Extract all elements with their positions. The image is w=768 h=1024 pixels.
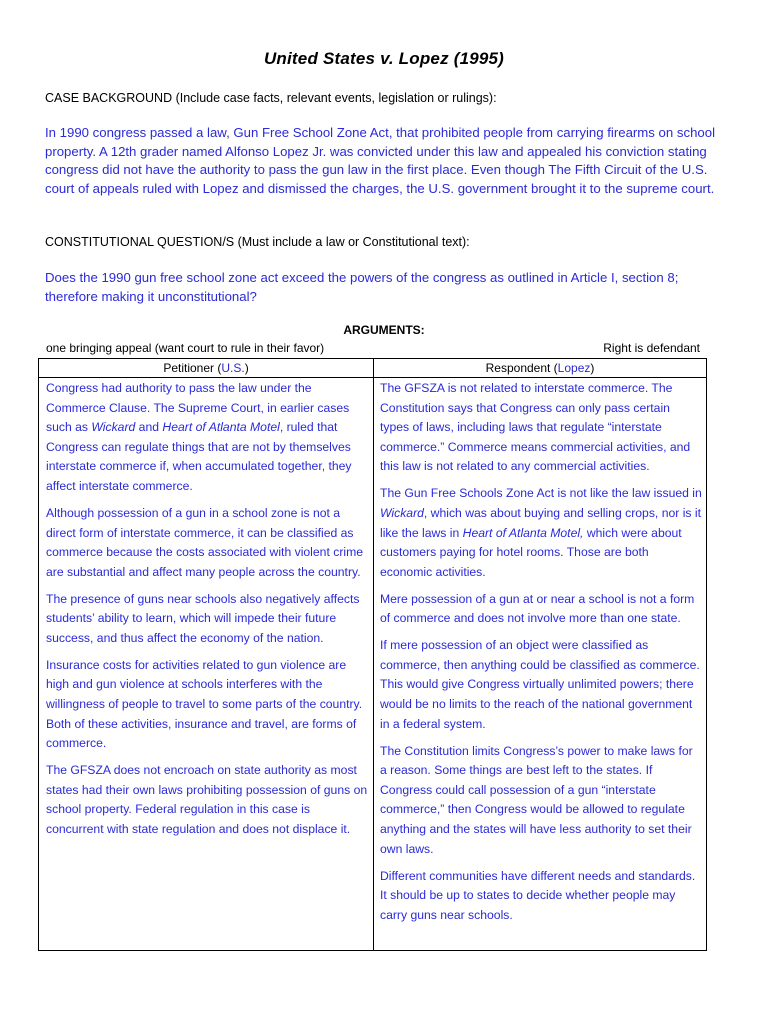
case-background-heading: CASE BACKGROUND (Include case facts, relevant events, legislation or rulings): [45, 91, 497, 105]
argument-text: which were about customers paying for hotel rooms. Those are both economic activities. [380, 525, 682, 579]
case-name: Wickard [91, 420, 136, 435]
petitioner-argument: The GFSZA does not encroach on state authority as most states had their own laws prohibiting possession of guns on school property. Federal regulation in this case is concurrent with state regulation and does not displace it. [46, 763, 368, 837]
petitioner-argument [46, 379, 370, 497]
argument-text: , ruled that Congress can regulate things that are not by themselves interstate commerce if, when accumulated together, they affect interstate commerce. [46, 420, 352, 493]
defendant-note: Right is defendant [603, 341, 700, 355]
petitioner-header-suffix: ) [244, 361, 249, 375]
argument-text: and [135, 420, 163, 435]
respondent-header-suffix: ) [590, 361, 595, 375]
appeal-note: one bringing appeal (want court to rule in their favor) [46, 341, 325, 355]
argument-text: Congress had authority to pass the law under the Commerce Clause. The Supreme Court, in earlier cases such as [46, 381, 350, 435]
respondent-argument: The GFSZA is not related to interstate commerce. The Constitution says that Congress can only pass certain types of laws, including laws that regulate “interstate commerce.” Commerce means commercial activities, and this law is not related to any commercial activities. [380, 381, 691, 474]
constitutional-question-heading: CONSTITUTIONAL QUESTION/S (Must include a law or Constitutional text): [45, 235, 470, 249]
petitioner-arguments [46, 379, 370, 847]
petitioner-header [39, 359, 373, 377]
petitioner-argument: Although possession of a gun in a school zone is not a direct form of interstate commerce, it can be classified as commerce because the costs associated with violent crime are substantial and affect many people across the country. [46, 505, 364, 579]
respondent-argument: Different communities have different needs and standards. It should be up to states to decide whether people may carry guns near schools. [380, 868, 696, 922]
respondent-header-prefix: Respondent ( [485, 361, 558, 375]
case-name: Heart of Atlanta Motel [162, 420, 280, 435]
constitutional-question-text: Does the 1990 gun free school zone act exceed the powers of the congress as outlined in Article I, section 8; therefore making it unconstitutional? [45, 270, 679, 304]
petitioner-argument: Insurance costs for activities related to gun violence are high and gun violence at schools interferes with the willingness of people to travel to some parts of the country. Both of these activities, insurance and travel, are forms of commerce. [46, 657, 363, 751]
respondent-argument [380, 484, 702, 582]
respondent-party: Lopez [557, 361, 591, 375]
respondent-arguments [380, 379, 702, 933]
case-background-text: In 1990 congress passed a law, Gun Free School Zone Act, that prohibited people from carrying firearms on school property. A 12th grader named Alfonso Lopez Jr. was convicted under this law and appealed his conviction stating congress did not have the authority to pass the gun law in the first place. Even though The Fifth Circuit of the U.S. court of appeals ruled with Lopez and dismissed the charges, the U.S. government brought it to the supreme court. [45, 125, 715, 196]
case-name: Wickard [380, 505, 424, 520]
header-divider [39, 377, 706, 378]
respondent-argument: The Constitution limits Congress’s power to make laws for a reason. Some things are best left to the states. If Congress could call possession of a gun “interstate commerce,” then Congress would be allowed to regulate anything and the states will have less authority to set their own laws. [380, 743, 693, 856]
arguments-table [38, 358, 707, 951]
respondent-header [374, 359, 706, 377]
arguments-label: ARGUMENTS: [343, 323, 425, 337]
petitioner-party: U.S. [221, 361, 245, 375]
petitioner-argument: The presence of guns near schools also negatively affects students’ ability to learn, which will impede their future success, and thus affect the economy of the nation. [46, 591, 360, 645]
respondent-argument: If mere possession of an object were classified as commerce, then anything could be classified as commerce. This would give Congress virtually unlimited powers; there would be no limits to the reach of the national government in a federal system. [380, 638, 700, 731]
column-divider [373, 359, 374, 950]
case-title: United States v. Lopez (1995) [263, 49, 505, 68]
argument-text: The Gun Free Schools Zone Act is not like the law issued in [380, 486, 702, 501]
respondent-argument: Mere possession of a gun at or near a school is not a form of commerce and does not involve more than one state. [380, 591, 695, 626]
case-name: Heart of Atlanta Motel, [462, 525, 584, 540]
argument-text: , which was about buying and selling crops, nor is it like the laws in [380, 505, 701, 540]
petitioner-header-prefix: Petitioner ( [163, 361, 222, 375]
